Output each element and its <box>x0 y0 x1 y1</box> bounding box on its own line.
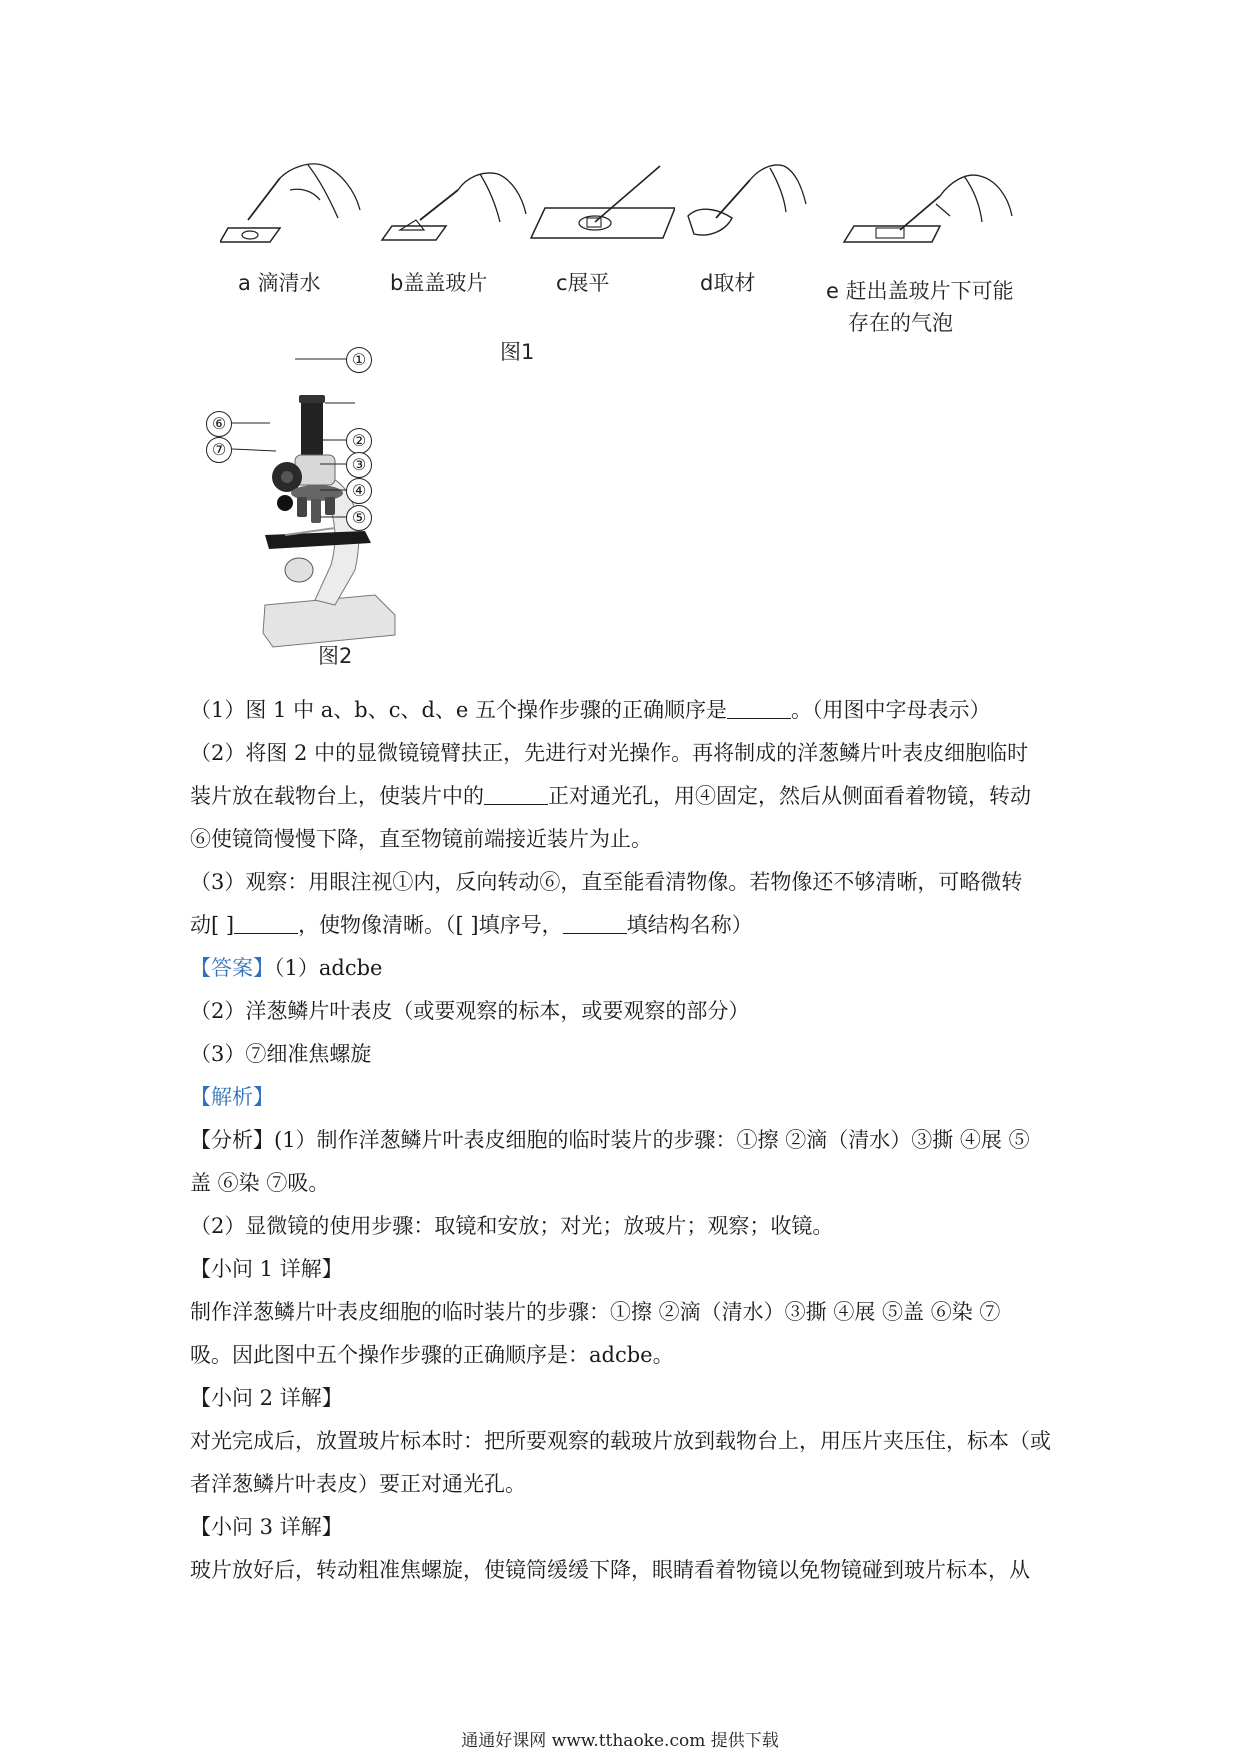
answer-tag: 【答案】 <box>190 956 274 980</box>
subquestion-1-line2: 吸。因此图中五个操作步骤的正确顺序是：adcbe。 <box>190 1343 674 1367</box>
step-e-illustration <box>840 168 1020 253</box>
step-e-label-line1: e 赶出盖玻片下可能 <box>826 279 1014 303</box>
step-c-label: c展平 <box>556 271 610 295</box>
answer-blank <box>563 911 627 934</box>
subquestion-1-title: 【小问 1 详解】 <box>190 1257 343 1281</box>
step-a-label: a 滴清水 <box>238 271 321 295</box>
subquestion-2-line1: 对光完成后，放置玻片标本时：把所要观察的载玻片放到载物台上，用压片夹压住，标本（或 <box>190 1429 1051 1453</box>
figure-2-caption: 图2 <box>318 644 353 668</box>
step-c-illustration <box>525 160 675 245</box>
step-b-label: b盖盖玻片 <box>390 271 488 295</box>
answer-blank <box>727 696 791 719</box>
subquestion-2-line2: 者洋葱鳞片叶表皮）要正对通光孔。 <box>190 1472 526 1496</box>
subquestion-2-title: 【小问 2 详解】 <box>190 1386 343 1410</box>
answer-1: 【答案】（1）adcbe <box>190 956 383 980</box>
answer-2: （2）洋葱鳞片叶表皮（或要观察的标本，或要观察的部分） <box>190 999 750 1023</box>
analysis-tag: 【解析】 <box>190 1085 274 1109</box>
analysis-line2: 盖 ⑥染 ⑦吸。 <box>190 1171 330 1195</box>
step-b-illustration <box>380 160 530 245</box>
subquestion-1-line1: 制作洋葱鳞片叶表皮细胞的临时装片的步骤：①擦 ②滴（清水）③撕 ④展 ⑤盖 ⑥染 ⑦ <box>190 1300 1001 1324</box>
callout-1: ① <box>346 347 372 373</box>
callout-7: ⑦ <box>206 437 232 463</box>
question-3-line1: （3）观察：用眼注视①内，反向转动⑥，直至能看清物像。若物像还不够清晰，可略微转 <box>190 870 1023 894</box>
callout-2: ② <box>346 428 372 454</box>
callout-6: ⑥ <box>206 411 232 437</box>
answer-blank <box>484 782 548 805</box>
answer-3: （3）⑦细准焦螺旋 <box>190 1042 372 1066</box>
analysis-line3: （2）显微镜的使用步骤：取镜和安放；对光；放玻片；观察；收镜。 <box>190 1214 834 1238</box>
step-d-label: d取材 <box>700 271 756 295</box>
question-2-line1: （2）将图 2 中的显微镜镜臂扶正，先进行对光操作。再将制成的洋葱鳞片叶表皮细胞临时 <box>190 741 1029 765</box>
question-1: （1）图 1 中 a、b、c、d、e 五个操作步骤的正确顺序是 。（用图中字母表示） <box>190 698 991 722</box>
subquestion-3-title: 【小问 3 详解】 <box>190 1515 343 1539</box>
callout-3: ③ <box>346 452 372 478</box>
callout-5: ⑤ <box>346 505 372 531</box>
analysis-line1: 【分析】(1）制作洋葱鳞片叶表皮细胞的临时装片的步骤：①擦 ②滴（清水）③撕 ④展 ⑤ <box>190 1128 1030 1152</box>
callout-lines <box>200 350 460 590</box>
callout-4: ④ <box>346 478 372 504</box>
step-d-illustration <box>680 160 810 245</box>
step-e-label-line2: 存在的气泡 <box>848 311 953 335</box>
answer-blank <box>234 911 298 934</box>
question-3-line2: 动[ ] ，使物像清晰。（[ ]填序号， 填结构名称） <box>190 913 753 937</box>
figure-1-caption: 图1 <box>500 340 535 364</box>
step-a-illustration <box>220 160 370 245</box>
question-2-line2: 装片放在载物台上，使装片中的 正对通光孔，用④固定，然后从侧面看着物镜，转动 <box>190 784 1031 808</box>
subquestion-3-line1: 玻片放好后，转动粗准焦螺旋，使镜筒缓缓下降，眼睛看着物镜以免物镜碰到玻片标本，从 <box>190 1558 1030 1582</box>
question-2-line3: ⑥使镜筒慢慢下降，直至物镜前端接近装片为止。 <box>190 827 652 851</box>
page-footer: 通通好课网 www.tthaoke.com 提供下载 <box>461 1731 779 1751</box>
